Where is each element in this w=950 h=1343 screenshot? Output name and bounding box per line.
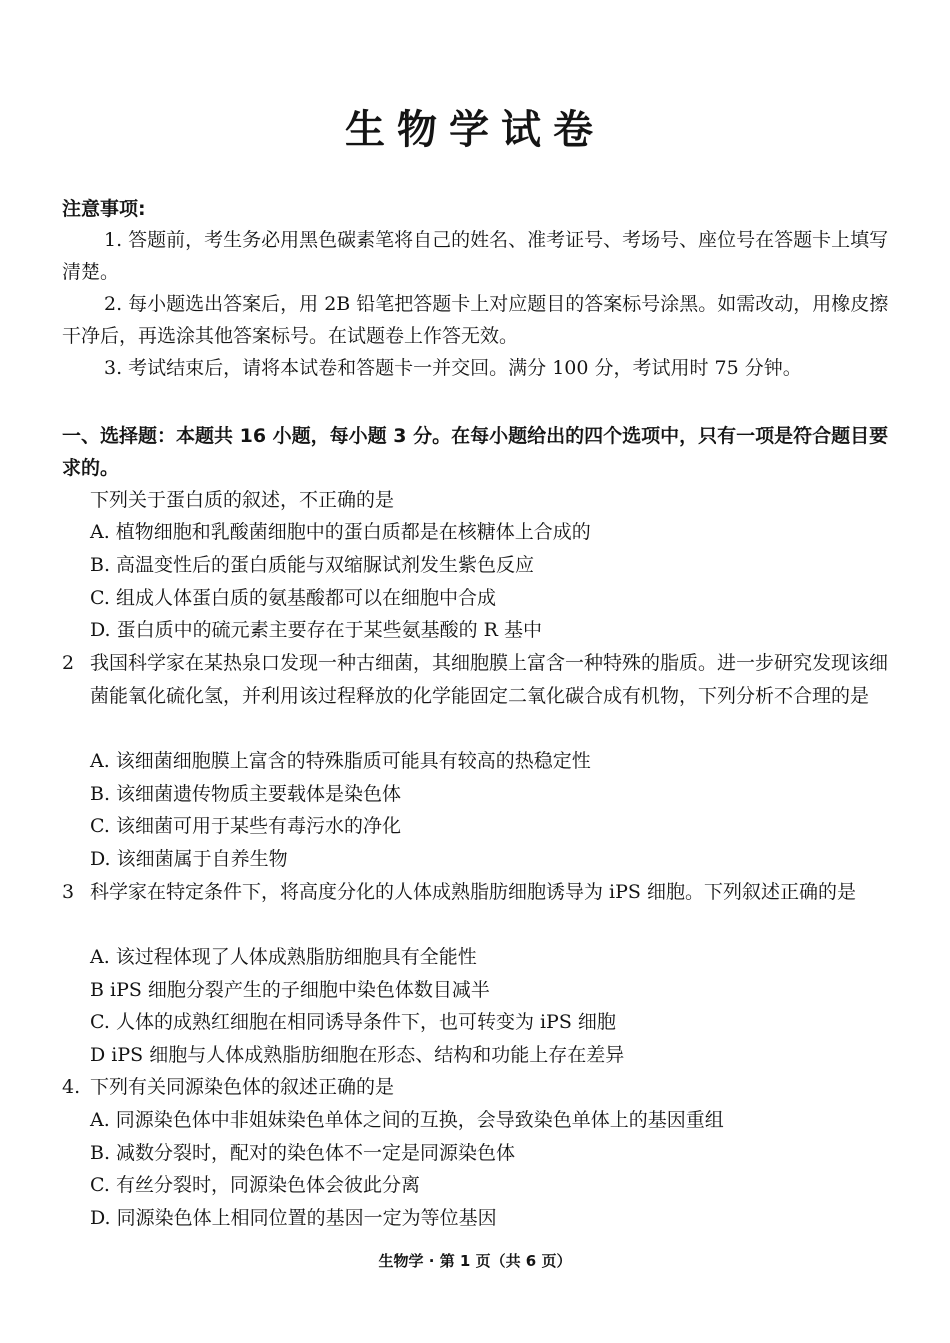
notice-heading: 注意事项: bbox=[62, 198, 146, 220]
notice-item-2: 2. 每小题选出答案后，用 2B 铅笔把答题卡上对应题目的答案标号涂黑。如需改动，用橡皮擦干净后，再选涂其他答案标号。在试题卷上作答无效。 bbox=[62, 293, 889, 347]
question-3-stem: 科学家在特定条件下，将高度分化的人体成熟脂肪细胞诱导为 iPS 细胞。下列叙述正确的是 bbox=[90, 881, 856, 903]
section-heading: 一、选择题：本题共 16 小题，每小题 3 分。在每小题给出的四个选项中，只有一项是符合题目要求的。 bbox=[62, 425, 889, 479]
question-3-option-d: D iPS 细胞与人体成熟脂肪细胞在形态、结构和功能上存在差异 bbox=[90, 1044, 625, 1066]
question-1-option-b: B. 高温变性后的蛋白质能与双缩脲试剂发生紫色反应 bbox=[90, 554, 535, 576]
notice-item-1: 1. 答题前，考生务必用黑色碳素笔将自己的姓名、准考证号、考场号、座位号在答题卡上填写清楚。 bbox=[62, 229, 889, 283]
question-4-option-b: B. 减数分裂时，配对的染色体不一定是同源染色体 bbox=[90, 1142, 516, 1164]
question-4-number: 4. bbox=[62, 1076, 81, 1098]
notice-item-3: 3. 考试结束后，请将本试卷和答题卡一并交回。满分 100 分，考试用时 75 分钟。 bbox=[104, 357, 802, 379]
page-footer: 生物学 · 第 1 页（共 6 页） bbox=[378, 1252, 572, 1270]
question-3-number: 3 bbox=[62, 881, 75, 903]
question-3-option-b: B iPS 细胞分裂产生的子细胞中染色体数目减半 bbox=[90, 979, 490, 1001]
question-2-number: 2 bbox=[62, 652, 75, 674]
question-3-option-c: C. 人体的成熟红细胞在相同诱导条件下，也可转变为 iPS 细胞 bbox=[90, 1011, 616, 1033]
question-2-option-a: A. 该细菌细胞膜上富含的特殊脂质可能具有较高的热稳定性 bbox=[90, 750, 591, 772]
question-2-option-b: B. 该细菌遗传物质主要载体是染色体 bbox=[90, 783, 402, 805]
question-1-option-d: D. 蛋白质中的硫元素主要存在于某些氨基酸的 R 基中 bbox=[90, 619, 543, 641]
question-4-option-a: A. 同源染色体中非姐妹染色单体之间的互换，会导致染色单体上的基因重组 bbox=[90, 1109, 724, 1131]
question-1-stem: 下列关于蛋白质的叙述，不正确的是 bbox=[90, 489, 395, 511]
question-2-stem: 我国科学家在某热泉口发现一种古细菌，其细胞膜上富含一种特殊的脂质。进一步研究发现该细菌能氧化硫化氢，并利用该过程释放的化学能固定二氧化碳合成有机物，下列分析不合理的是 bbox=[90, 652, 889, 707]
question-4-stem: 下列有关同源染色体的叙述正确的是 bbox=[90, 1076, 395, 1098]
question-1-option-c: C. 组成人体蛋白质的氨基酸都可以在细胞中合成 bbox=[90, 587, 496, 609]
page-title: 生物学试卷 bbox=[345, 107, 605, 153]
question-2-option-c: C. 该细菌可用于某些有毒污水的净化 bbox=[90, 815, 401, 837]
question-2-option-d: D. 该细菌属于自养生物 bbox=[90, 848, 288, 870]
question-3-option-a: A. 该过程体现了人体成熟脂肪细胞具有全能性 bbox=[90, 946, 477, 968]
question-1-option-a: A. 植物细胞和乳酸菌细胞中的蛋白质都是在核糖体上合成的 bbox=[90, 521, 591, 543]
question-4-option-d: D. 同源染色体上相同位置的基因一定为等位基因 bbox=[90, 1207, 497, 1229]
question-4-option-c: C. 有丝分裂时，同源染色体会彼此分离 bbox=[90, 1174, 420, 1196]
